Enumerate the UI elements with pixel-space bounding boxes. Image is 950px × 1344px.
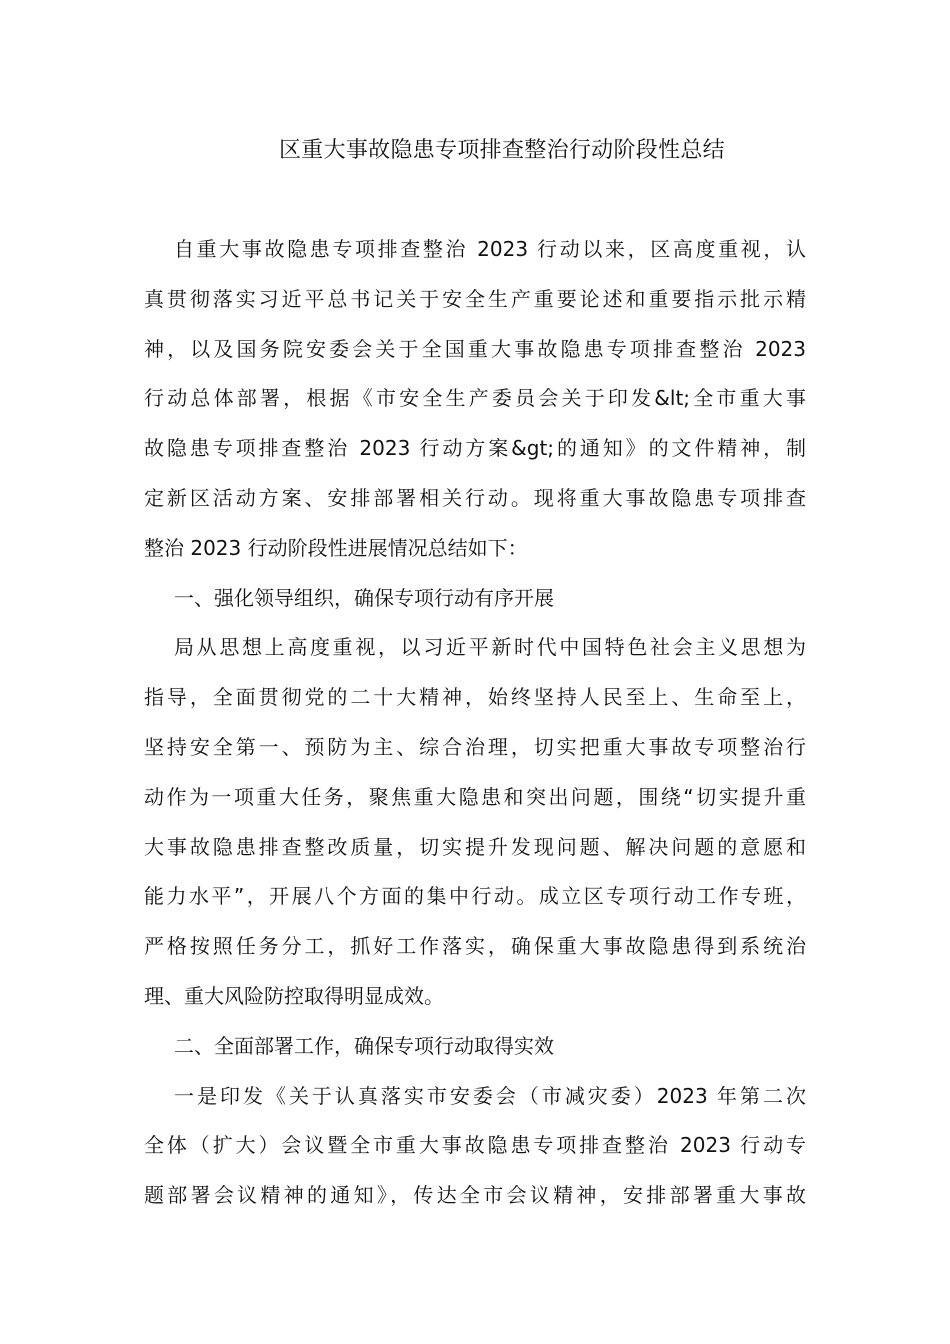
body-line: 二、全面部署工作，确保专项行动取得实效: [174, 1033, 554, 1058]
body-line: 定新区活动方案、安排部署相关行动。现将重大事故隐患专项排查: [144, 485, 806, 510]
body-line: 局从思想上高度重视，以习近平新时代中国特色社会主义思想为: [174, 635, 806, 660]
body-line: 严格按照任务分工，抓好工作落实，确保重大事故隐患得到系统治: [144, 934, 806, 959]
body-line: 坚持安全第一、预防为主、综合治理，切实把重大事故专项整治行: [144, 734, 806, 759]
body-line: 题部署会议精神的通知》，传达全市会议精神，安排部署重大事故: [144, 1183, 806, 1208]
body-line: 大事故隐患排查整改质量，切实提升发现问题、解决问题的意愿和: [144, 834, 806, 859]
body-line: 故隐患专项排查整治 2023 行动方案&gt;的通知》的文件精神，制: [144, 436, 806, 461]
body-line: 自重大事故隐患专项排查整治 2023 行动以来，区高度重视，认: [174, 237, 806, 261]
body-line: 真贯彻落实习近平总书记关于安全生产重要论述和重要指示批示精: [144, 286, 806, 311]
document-body: [144, 225, 806, 1221]
body-line: 动作为一项重大任务，聚焦重大隐患和突出问题，围绕“切实提升重: [144, 784, 806, 809]
body-line: 能力水平”，开展八个方面的集中行动。成立区专项行动工作专班，: [144, 884, 806, 909]
body-line: 神，以及国务院安委会关于全国重大事故隐患专项排查整治 2023: [144, 336, 806, 361]
body-line: 指导，全面贯彻党的二十大精神，始终坚持人民至上、生命至上，: [144, 685, 806, 710]
document-title: 区重大事故隐患专项排查整治行动阶段性总结: [278, 138, 725, 163]
body-line: 行动总体部署，根据《市安全生产委员会关于印发&lt;全市重大事: [144, 386, 806, 411]
body-line: 整治 2023 行动阶段性进展情况总结如下：: [144, 535, 528, 560]
body-line: 一、强化领导组织，确保专项行动有序开展: [174, 585, 554, 610]
body-line: 理、重大风险防控取得明显成效。: [144, 983, 444, 1008]
body-line: 全体（扩大）会议暨全市重大事故隐患专项排查整治 2023 行动专: [144, 1133, 806, 1158]
body-line: 一是印发《关于认真落实市安委会（市减灾委）2023 年第二次: [174, 1083, 806, 1108]
